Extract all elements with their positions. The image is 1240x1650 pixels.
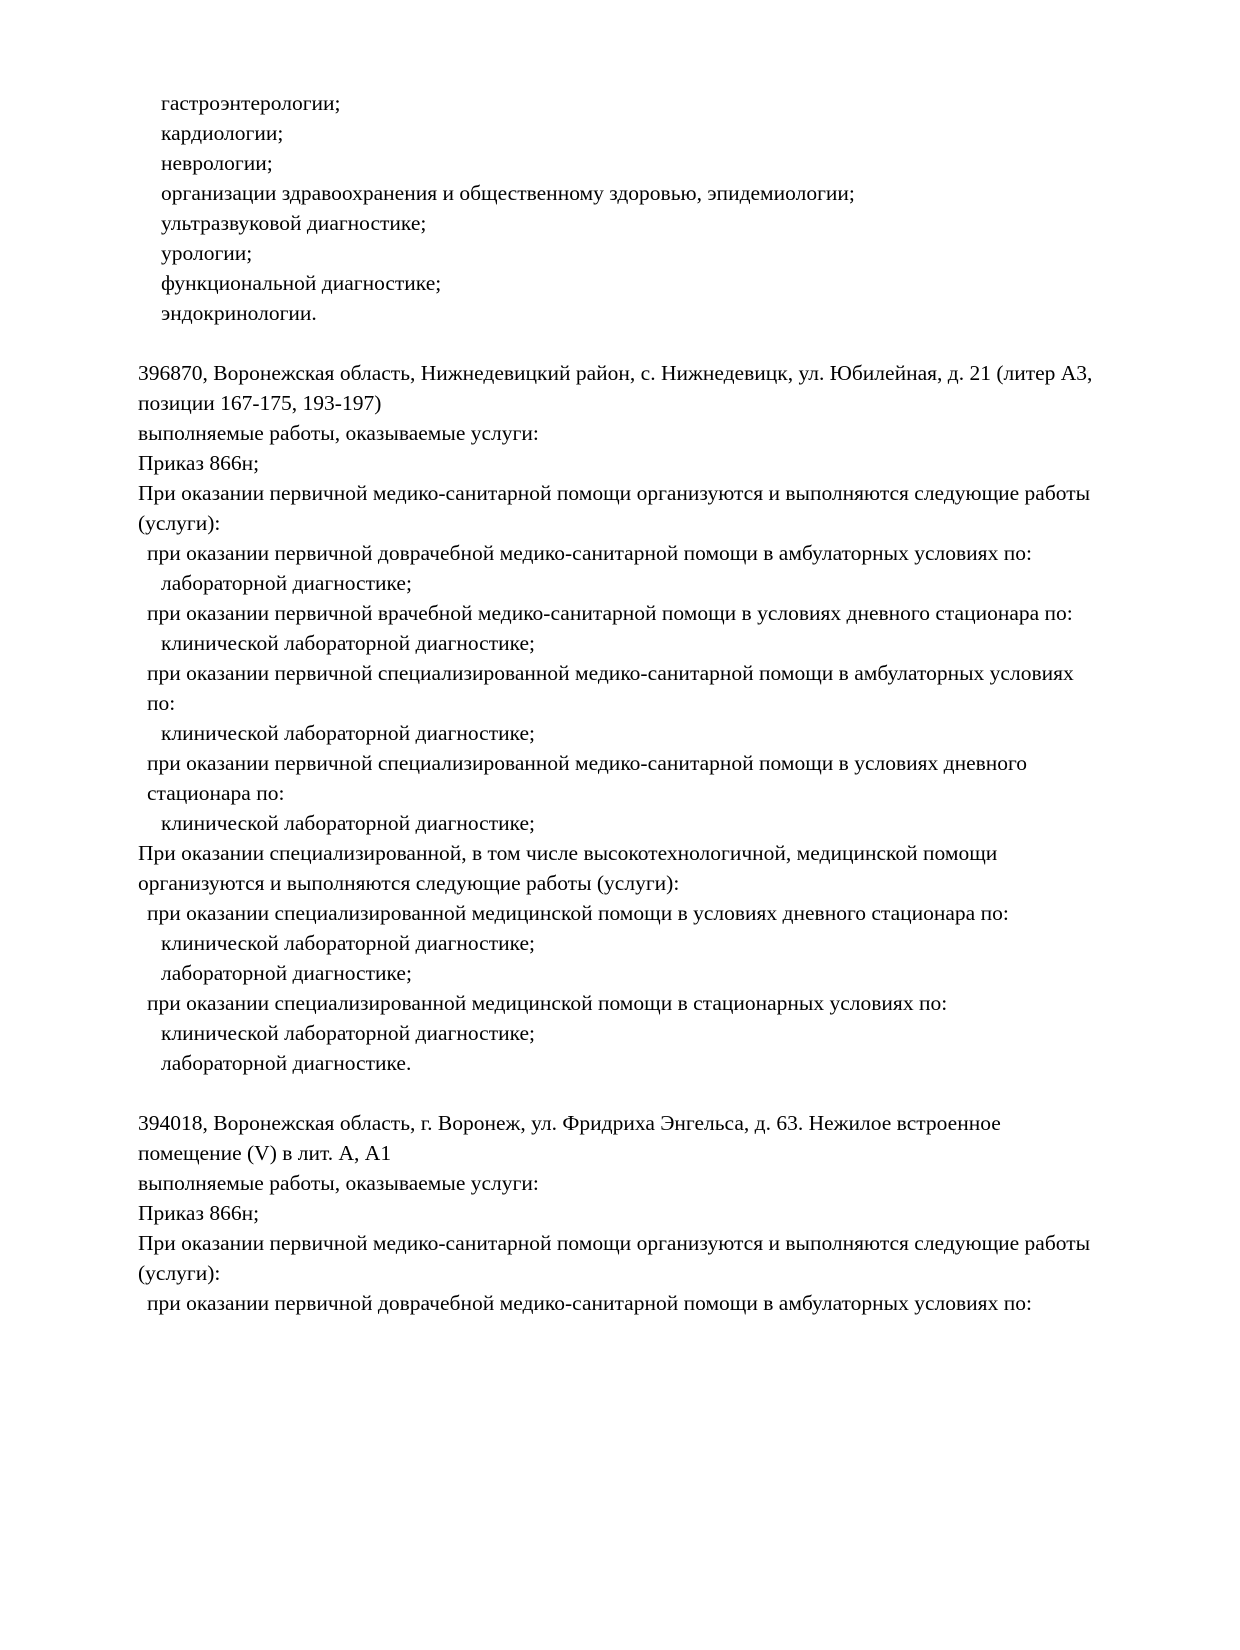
- text-line: клинической лабораторной диагностике;: [161, 811, 536, 835]
- text-line: при оказании первичной доврачебной медико-санитарной помощи в амбулаторных условиях по:: [147, 1291, 1032, 1315]
- text-line: при оказании первичной специализированной медико-санитарной помощи в амбулаторных условиях по:: [147, 661, 1080, 715]
- text-line: При оказании первичной медико-санитарной помощи организуются и выполняются следующие работы (услуги):: [138, 1231, 1096, 1285]
- text-line: клинической лабораторной диагностике;: [161, 631, 536, 655]
- text-line: Приказ 866н;: [138, 1201, 260, 1225]
- text-line: при оказании первичной доврачебной медико-санитарной помощи в амбулаторных условиях по:: [147, 541, 1032, 565]
- text-line: при оказании первичной врачебной медико-санитарной помощи в условиях дневного стационара по:: [147, 601, 1073, 625]
- text-line: при оказании первичной специализированной медико-санитарной помощи в условиях дневного стационара по:: [147, 751, 1033, 805]
- document-text-body: [138, 88, 1102, 1318]
- text-line: 396870, Воронежская область, Нижнедевицкий район, с. Нижнедевицк, ул. Юбилейная, д. 21 (литер А3, позиции 167-175, 193-197): [138, 361, 1098, 415]
- text-line: организации здравоохранения и общественному здоровью, эпидемиологии;: [161, 181, 855, 205]
- text-line: клинической лабораторной диагностике;: [161, 721, 536, 745]
- text-block-address-block-1: [138, 358, 1102, 1078]
- text-line: при оказании специализированной медицинской помощи в условиях дневного стационара по:: [147, 901, 1009, 925]
- text-line: при оказании специализированной медицинской помощи в стационарных условиях по:: [147, 991, 948, 1015]
- text-line: неврологии;: [161, 151, 273, 175]
- text-line: Приказ 866н;: [138, 451, 260, 475]
- text-line: урологии;: [161, 241, 253, 265]
- text-line: ультразвуковой диагностике;: [161, 211, 427, 235]
- text-line: клинической лабораторной диагностике;: [161, 1021, 536, 1045]
- text-line: кардиологии;: [161, 121, 284, 145]
- text-line: лабораторной диагностике;: [161, 571, 412, 595]
- text-line: При оказании первичной медико-санитарной помощи организуются и выполняются следующие работы (услуги):: [138, 481, 1096, 535]
- text-line: выполняемые работы, оказываемые услуги:: [138, 1171, 539, 1195]
- text-block-address-block-2: [138, 1108, 1102, 1318]
- text-line: 394018, Воронежская область, г. Воронеж, ул. Фридриха Энгельса, д. 63. Нежилое встроенное помещение (V) в лит. А, А1: [138, 1111, 1007, 1165]
- text-line: гастроэнтерологии;: [161, 91, 341, 115]
- text-line: При оказании специализированной, в том числе высокотехнологичной, медицинской помощи организуются и выполняются следующие работы (услуги):: [138, 841, 1003, 895]
- text-line: клинической лабораторной диагностике;: [161, 931, 536, 955]
- text-line: лабораторной диагностике;: [161, 961, 412, 985]
- block-separator: [138, 328, 1102, 358]
- text-line: эндокринологии.: [161, 301, 317, 325]
- text-line: выполняемые работы, оказываемые услуги:: [138, 421, 539, 445]
- text-block-specialties-continued: [138, 88, 1102, 328]
- text-line: функциональной диагностике;: [161, 271, 442, 295]
- text-line: лабораторной диагностике.: [161, 1051, 412, 1075]
- block-separator: [138, 1078, 1102, 1108]
